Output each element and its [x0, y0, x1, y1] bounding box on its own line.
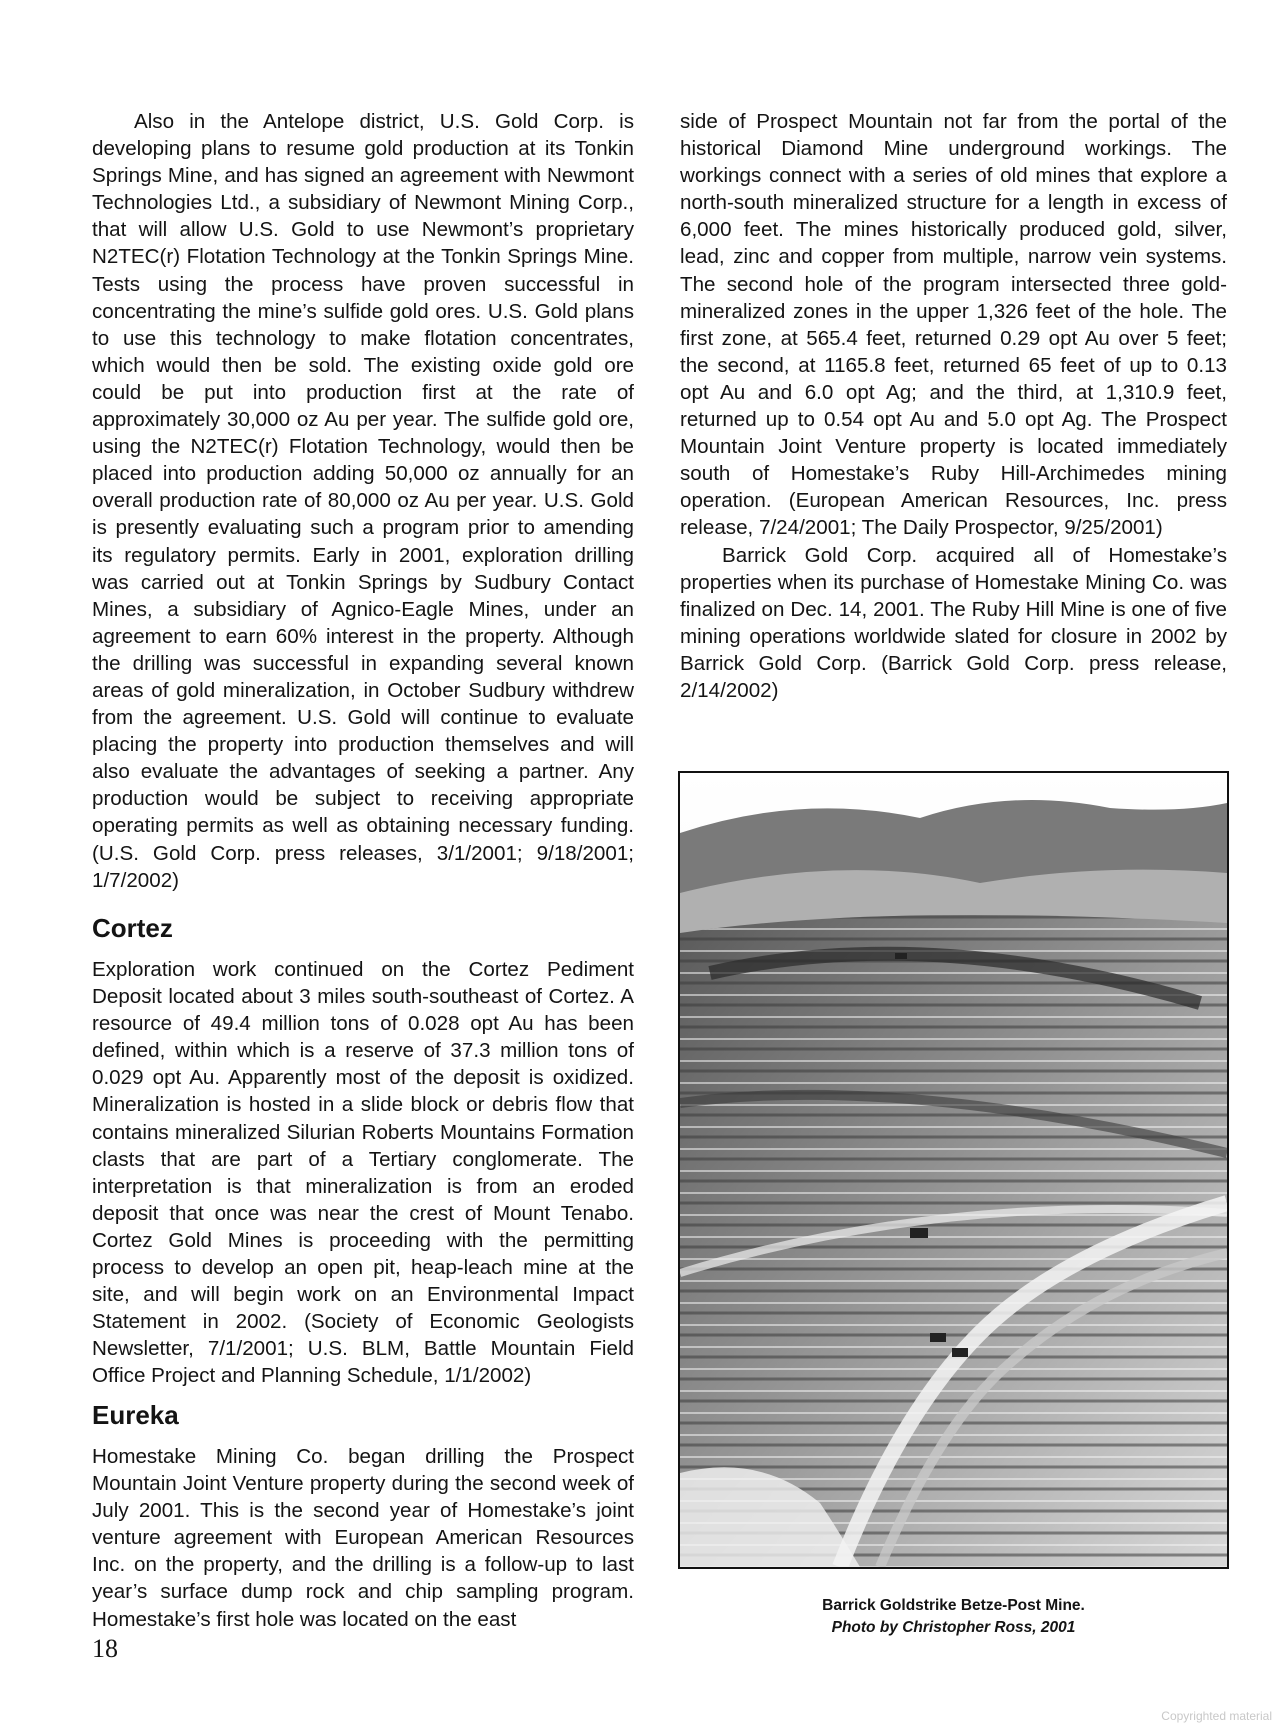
right-column: [680, 108, 1227, 704]
eureka-paragraph: Homestake Mining Co. began drilling the Prospect Mountain Joint Venture property during the second week of July 2001. This is the second year of Homestake’s joint venture agreement with European American Resources Inc. on the property, and the drilling is a follow-up to last year’s surface dump rock and chip sampling program. Homestake’s first hole was located on the east: [92, 1445, 634, 1631]
open-pit-mine-illustration: [680, 773, 1227, 1567]
continued-paragraph: side of Prospect Mountain not far from the portal of the historical Diamond Mine underground workings. The workings connect with a series of old mines that explore a north-south mineralized structure for a length in excess of 6,000 feet. The mines historically produced gold, silver, lead, zinc and copper from multiple, narrow vein systems. The second hole of the program intersected three gold-mineralized zones in the upper 1,326 feet of the hole. The first zone, at 565.4 feet, returned 0.29 opt Au over 5 feet; the second, at 1165.8 feet, returned 65 feet of up to 0.13 opt Au and 6.0 opt Ag; and the third, at 1,310.9 feet, returned up to 0.54 opt Au and 5.0 opt Ag. The Prospect Mountain Joint Venture property is located immediately south of Homestake’s Ruby Hill-Archimedes mining operation. (European American Resources, Inc. press release, 7/24/2001; The Daily Prospector, 9/25/2001): [680, 110, 1227, 540]
caption-title: Barrick Goldstrike Betze-Post Mine.: [822, 1597, 1085, 1614]
photo-caption: [678, 1595, 1229, 1639]
cortez-section: [92, 956, 634, 1390]
eureka-heading: Eureka: [92, 1400, 179, 1430]
caption-credit: Photo by Christopher Ross, 2001: [831, 1619, 1076, 1636]
eureka-section: [92, 1443, 634, 1633]
cortez-paragraph: Exploration work continued on the Cortez Pediment Deposit located about 3 miles south-southeast of Cortez. A resource of 49.4 million tons of 0.028 opt Au has been defined, within which is a reserve of 37.3 million tons of 0.029 opt Au. Apparently most of the deposit is oxidized. Mineralization is hosted in a slide block or debris flow that contains mineralized Silurian Roberts Mountains Formation clasts that are part of a Tertiary conglomerate. The interpretation is that mineralization is from an eroded deposit that once was near the crest of Mount Tenabo. Cortez Gold Mines is proceeding with the permitting process to develop an open pit, heap-leach mine at the site, and will begin work on an Environmental Impact Statement in 2002. (Society of Economic Geologists Newsletter, 7/1/2001; U.S. BLM, Battle Mountain Field Office Project and Planning Schedule, 1/1/2002): [92, 958, 634, 1388]
intro-paragraph: Also in the Antelope district, U.S. Gold Corp. is developing plans to resume gold production at its Tonkin Springs Mine, and has signed an agreement with Newmont Technologies Ltd., a subsidiary of Newmont Mining Corp., that will allow U.S. Gold to use Newmont’s proprietary N2TEC(r) Flotation Technology at the Tonkin Springs Mine. Tests using the process have proven successful in concentrating the mine’s sulfide gold ores. U.S. Gold plans to use this technology to make flotation concentrates, which would then be sold. The existing oxide gold ore could be put into production first at the rate of approximately 30,000 oz Au per year. The sulfide gold ore, using the N2TEC(r) Flotation Technology, would then be placed into production adding 50,000 oz annually for an overall production rate of 80,000 oz Au per year. U.S. Gold is presently evaluating such a program prior to amending its regulatory permits. Early in 2001, exploration drilling was carried out at Tonkin Springs by Sudbury Contact Mines, a subsidiary of Agnico-Eagle Mines, under an agreement to earn 60% interest in the property. Although the drilling was successful in expanding several known areas of gold mineralization, in October Sudbury withdrew from the agreement. U.S. Gold will continue to evaluate placing the property into production themselves and will also evaluate the advantages of seeking a partner. Any production would be subject to receiving appropriate operating permits as well as obtaining necessary funding. (U.S. Gold Corp. press releases, 3/1/2001; 9/18/2001; 1/7/2002): [92, 110, 634, 892]
left-column: [92, 108, 634, 894]
cortez-heading: Cortez: [92, 913, 173, 943]
mine-photo: [678, 771, 1229, 1569]
page-number: 18: [92, 1634, 118, 1663]
barrick-paragraph: Barrick Gold Corp. acquired all of Homestake’s properties when its purchase of Homestake Mining Co. was finalized on Dec. 14, 2001. The Ruby Hill Mine is one of five mining operations worldwide slated for closure in 2002 by Barrick Gold Corp. (Barrick Gold Corp. press release, 2/14/2002): [680, 543, 1227, 702]
copyright-watermark: Copyrighted material: [1161, 1709, 1272, 1723]
